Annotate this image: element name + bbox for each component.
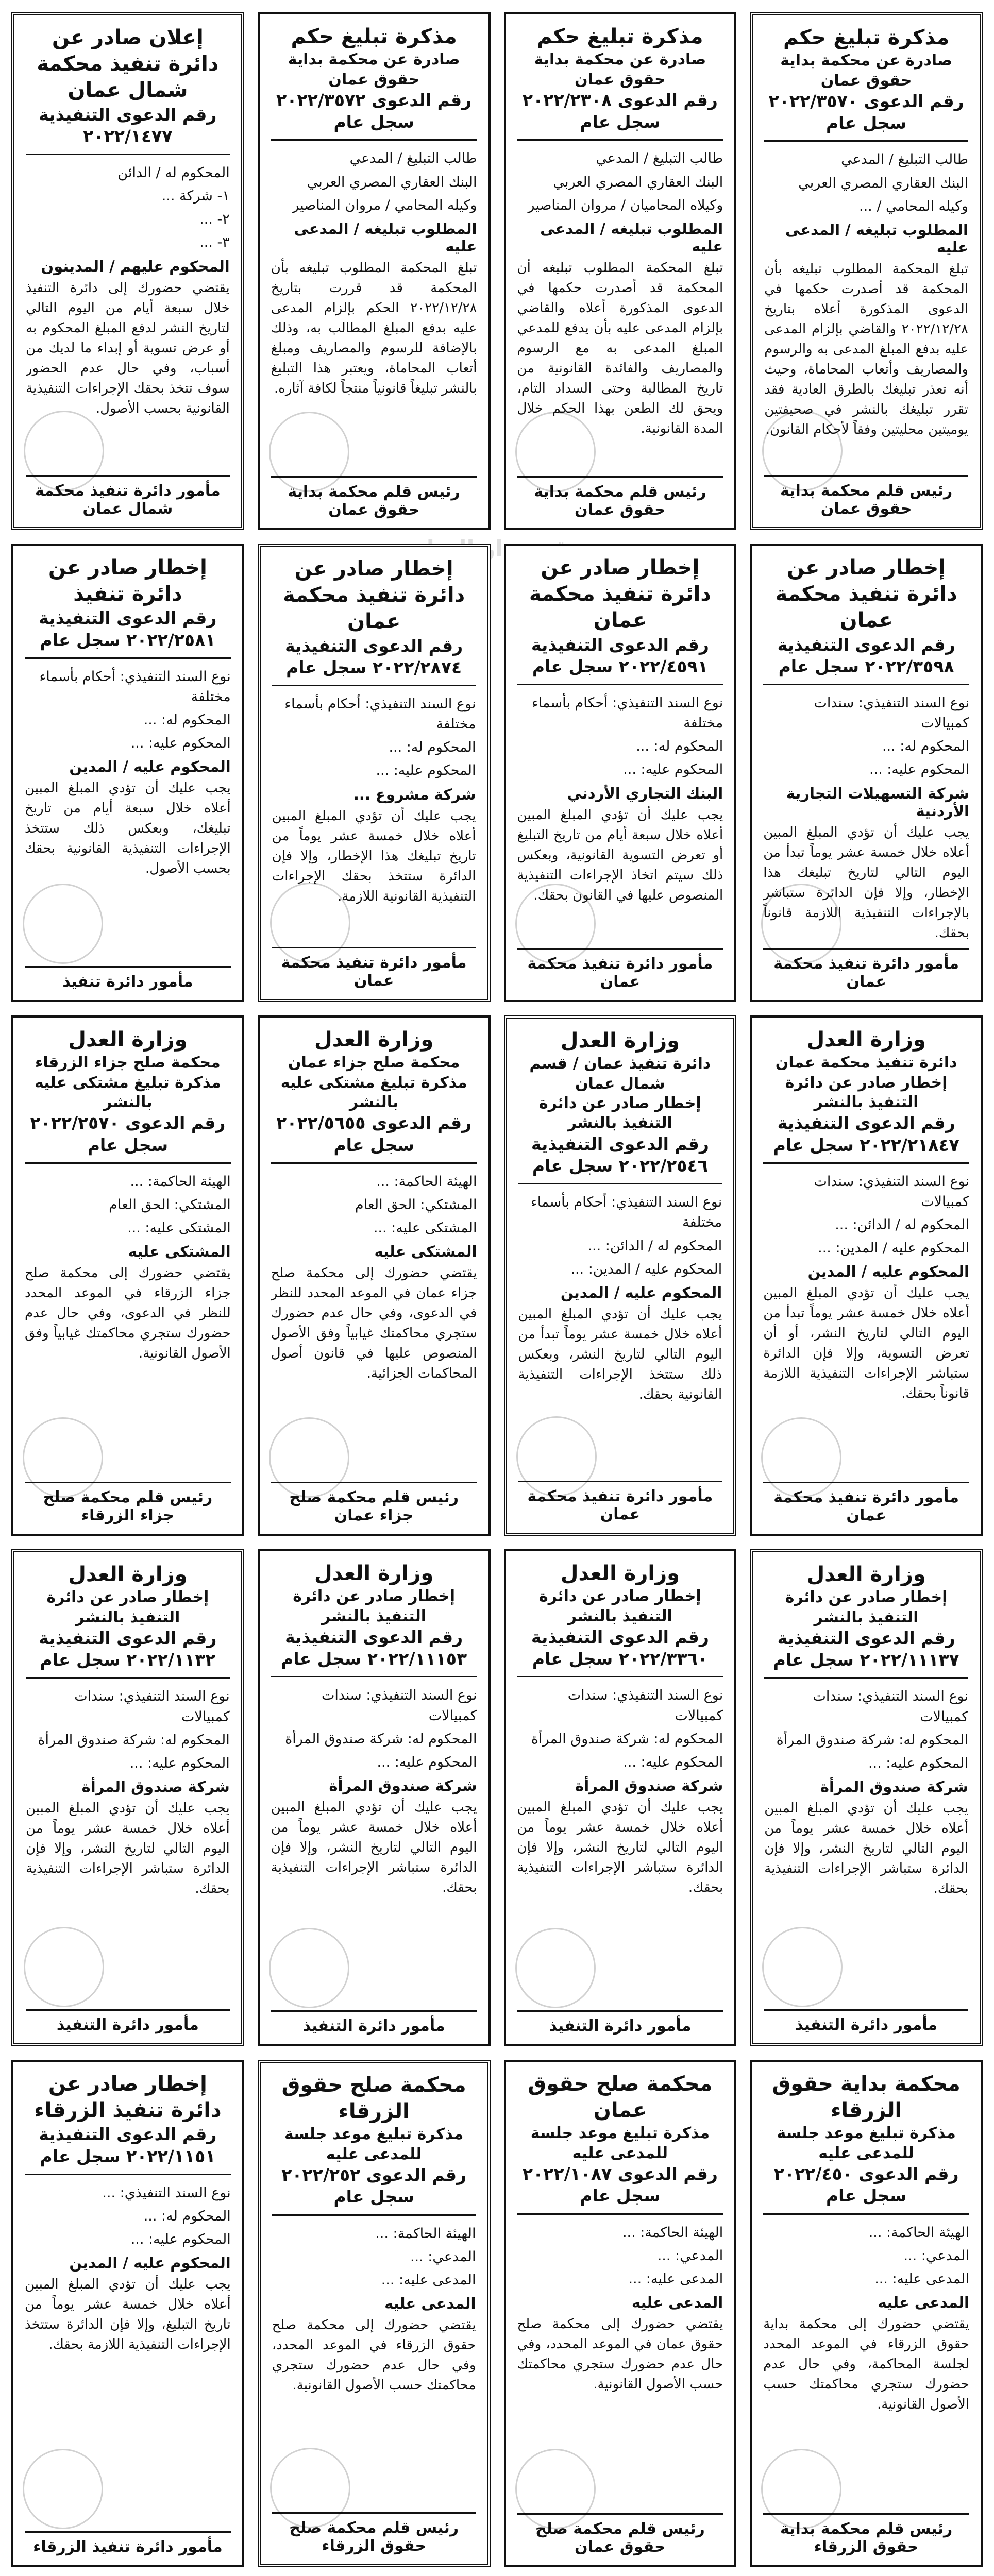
notice-heading-line: وزارة العدل: [314, 1562, 434, 1585]
official-seal-icon: [762, 1927, 843, 2007]
notice-header: [271, 1561, 477, 1677]
notice-party: شركة صندوق المرأة: [81, 1778, 230, 1795]
notice-field: المشتكي: الحق العام: [355, 1196, 477, 1213]
notice-field: نوع السند التنفيذي: سندات كمبيالات: [813, 1688, 968, 1725]
notice-heading-line: دائرة تنفيذ محكمة عمان: [775, 1054, 957, 1072]
legal-notice: [258, 1549, 491, 2046]
notice-field: وكيلاه المحاميان / مروان المناصير: [528, 197, 723, 213]
legal-notice: [11, 1015, 244, 1536]
notice-party: المحكوم عليه / المدين: [69, 2254, 231, 2272]
notice-field: المدعى عليه: ...: [381, 2272, 476, 2288]
notice-header: [763, 555, 969, 685]
notice-field: وكيله المحامي / ...: [858, 198, 968, 214]
notice-header: [271, 24, 477, 141]
notice-body: يجب عليك أن تؤدي المبلغ المبين أعلاه خلال سبعة أيام من تاريخ التبليغ أو تعرض التسوية القانونية، وبعكس ذلك سيتم اتخاذ الإجراءات التنفيذية المنصوص عليها في القانون بحقك.: [517, 807, 723, 903]
notice-heading-line: رقم الدعوى ٢٠٢٢/٢٥٢ سجل عام: [281, 2165, 466, 2207]
official-seal-icon: [24, 411, 104, 491]
legal-notice: [750, 2060, 983, 2567]
notice-field: البنك العقاري المصري العربي: [307, 174, 477, 190]
notice-heading-line: محكمة صلح حقوق الزرقاء: [281, 2073, 466, 2124]
notice-party: المطلوب تبليغه / المدعى عليه: [294, 219, 477, 255]
notice-heading-line: إخطار صادر عن دائرة تنفيذ: [48, 556, 207, 606]
notice-heading-line: صادرة عن محكمة بداية حقوق عمان: [780, 52, 952, 90]
notice-body: يجب عليك أن تؤدي المبلغ المبين أعلاه خلال خمسة عشر يوماً تبدأ من اليوم التالي لتاريخ النشر، أو أن تعرض التسوية، وإلا فإن الدائرة ستباشر الإجراءات التنفيذية اللازمة قانوناً بحقك.: [763, 1285, 969, 1402]
official-seal-icon: [270, 883, 350, 963]
notice-party: المدعى عليه: [384, 2295, 476, 2313]
notice-header: [763, 1027, 969, 1164]
notice-body: يجب عليك أن تؤدي المبلغ المبين أعلاه خلال خمسة عشر يوماً من اليوم التالي لتاريخ النشر، وإلا فإن الدائرة ستباشر الإجراءات التنفيذية بحقك.: [764, 1801, 968, 1896]
notice-heading-line: إخطار صادر عن دائرة التنفيذ بالنشر: [539, 1094, 701, 1132]
notice-signature: مأمور دائرة تنفيذ محكمة عمان: [517, 948, 723, 991]
notice-field: نوع السند التنفيذي: سندات كمبيالات: [814, 1173, 969, 1210]
notice-party: المحكوم عليه / المدين: [69, 758, 231, 776]
notice-signature: رئيس قلم محكمة بداية حقوق عمان: [517, 476, 723, 519]
notice-field: نوع السند التنفيذي: سندات كمبيالات: [74, 1688, 230, 1725]
official-seal-icon: [515, 2449, 596, 2529]
notice-body: يجب عليك أن تؤدي المبلغ المبين أعلاه خلال سبعة أيام من تاريخ تبليغك، وبعكس ذلك ستتخذ الإجراءات التنفيذية القانونية بحقك بحسب الأصول.: [25, 781, 231, 877]
notice-field: نوع السند التنفيذي: أحكام بأسماء مختلفة: [531, 1194, 722, 1231]
official-seal-icon: [269, 412, 349, 492]
notice-heading-line: مذكرة تبليغ موعد جلسة للمدعى عليه: [284, 2125, 464, 2163]
notice-heading-line: إخطار صادر عن دائرة التنفيذ بالنشر: [293, 1587, 455, 1625]
notice-heading-line: رقم الدعوى التنفيذية ٢٠٢٢/١١٥١ سجل عام: [39, 2124, 217, 2166]
notice-field: المحكوم عليه: ...: [869, 761, 969, 778]
notice-field: المدعى عليه: ...: [628, 2270, 723, 2287]
notice-heading-line: رقم الدعوى التنفيذية ٢٠٢٢/٤٥٩١ سجل عام: [531, 634, 709, 676]
notice-field: المحكوم عليه: ...: [130, 735, 231, 752]
legal-notice: [11, 12, 244, 530]
legal-notice: [504, 12, 737, 530]
notice-signature: رئيس قلم محكمة صلح حقوق عمان: [517, 2513, 723, 2556]
notice-field: نوع السند التنفيذي: سندات كمبيالات: [567, 1687, 723, 1724]
notice-field: البنك العقاري المصري العربي: [798, 175, 968, 191]
notice-signature: مأمور دائرة تنفيذ محكمة عمان: [518, 1481, 722, 1523]
notice-row: [11, 544, 983, 1002]
notice-heading-line: رقم الدعوى التنفيذية ٢٠٢٢/١١١٣٧ سجل عام: [773, 1628, 959, 1670]
notice-heading-line: صادرة عن محكمة بداية حقوق عمان: [288, 50, 460, 89]
legal-notice: [504, 2060, 737, 2567]
notice-heading-line: رقم الدعوى ٢٠٢٢/٥٦٥٥ سجل عام: [276, 1113, 472, 1155]
notice-body: يقتضي حضورك إلى محكمة صلح حقوق عمان في الموعد المحدد، وفي حال عدم حضورك ستجري محاكمتك حسب الأصول القانونية.: [517, 2316, 723, 2393]
notice-field: المدعي: ...: [657, 2247, 723, 2264]
notice-signature: مأمور دائرة التنفيذ: [26, 2009, 230, 2034]
notice-body: يجب عليك أن تؤدي المبلغ المبين أعلاه خلال خمسة عشر يوماً من تاريخ التبليغ، وإلا فإن الدائرة ستتخذ الإجراءات التنفيذية اللازمة بحقك.: [25, 2277, 231, 2353]
notice-field: المحكوم عليه: ...: [377, 1754, 477, 1770]
legal-notice: [750, 1015, 983, 1536]
official-seal-icon: [761, 884, 841, 964]
notice-party: المدعى عليه: [878, 2294, 969, 2312]
notice-heading-line: إخطار صادر عن دائرة التنفيذ بالنشر: [785, 1588, 948, 1626]
notice-heading-line: رقم الدعوى التنفيذية ٢٠٢٢/٢١٨٤٧ سجل عام: [773, 1113, 959, 1155]
notice-party: المشتكى عليه: [128, 1243, 231, 1261]
notice-heading-line: مذكرة تبليغ حكم: [537, 25, 703, 48]
notice-body: يقتضي حضورك إلى محكمة بداية حقوق الزرقاء في الموعد المحدد لجلسة المحاكمة، وفي حال عدم حضورك ستجري محاكمتك حسب الأصول القانونية.: [763, 2316, 969, 2413]
notice-heading-line: مذكرة تبليغ حكم: [291, 25, 457, 48]
official-seal-icon: [762, 411, 843, 491]
legal-notice: [258, 12, 491, 530]
notice-heading-line: وزارة العدل: [806, 1028, 926, 1052]
notice-body: يجب عليك أن تؤدي المبلغ المبين أعلاه خلال خمسة عشر يوماً من اليوم التالي لتاريخ النشر، وإلا فإن الدائرة ستباشر الإجراءات التنفيذية بحقك.: [26, 1801, 230, 1896]
notice-heading-line: وزارة العدل: [806, 1563, 926, 1586]
notice-body: يجب عليك أن تؤدي المبلغ المبين أعلاه خلال خمسة عشر يوماً من اليوم التالي لتاريخ النشر، وإلا فإن الدائرة ستباشر الإجراءات التنفيذية بحقك.: [517, 1800, 723, 1895]
official-seal-icon: [761, 2449, 841, 2529]
notice-header: [272, 2072, 476, 2216]
notice-field: المدعي: ...: [410, 2248, 476, 2265]
legal-notice: [750, 12, 983, 530]
notice-field: نوع السند التنفيذي: سندات كمبيالات: [814, 695, 969, 732]
notice-field: المحكوم عليه: ...: [868, 1755, 968, 1771]
notice-field: نوع السند التنفيذي: سندات كمبيالات: [321, 1687, 477, 1724]
notice-heading-line: محكمة صلح حقوق عمان: [528, 2072, 713, 2123]
notice-heading-line: رقم الدعوى التنفيذية ٢٠٢٢/٢٥٨١ سجل عام: [39, 608, 217, 650]
notice-field: المحكوم له: ...: [389, 739, 476, 756]
notice-heading-line: إخطار صادر عن دائرة تنفيذ الزرقاء: [34, 2072, 222, 2123]
notices-grid: [11, 12, 983, 2576]
notice-heading-line: إخطار صادر عن دائرة تنفيذ محكمة عمان: [775, 556, 957, 633]
notice-signature: رئيس قلم محكمة صلح جزاء عمان: [271, 1482, 477, 1524]
notice-party: المطلوب تبليغه / المدعى عليه: [540, 219, 723, 255]
official-seal-icon: [23, 884, 103, 964]
notice-heading-line: محكمة صلح جزاء الزرقاء: [35, 1054, 221, 1072]
notice-header: [517, 24, 723, 141]
notice-field: الهيئة الحاكمة: ...: [375, 2225, 476, 2242]
notice-field: المشتكى عليه: ...: [373, 1220, 477, 1236]
notice-party: شركة صندوق المرأة: [329, 1777, 477, 1794]
notice-signature: مأمور دائرة تنفيذ محكمة عمان: [763, 948, 969, 991]
notice-field: ٣- ...: [199, 234, 230, 251]
legal-notice: [11, 1549, 244, 2046]
notice-header: [25, 1027, 231, 1164]
notice-body: تبلغ المحكمة المطلوب تبليغه بأن المحكمة قد أصدرت حكمها في الدعوى المذكورة أعلاه بتاريخ ٢٠٢٢/١٢/٢٨ والقاضي بإلزام المدعى عليه بدفع المبلغ المدعى به والرسوم والمصاريف وأتعاب المحاماة، وحيث أنه تعذر تبليغك بالطرق العادية فقد تقرر تبليغك بالنشر في صحيفتين يوميتين محليتين وفقاً لأحكام القانون.: [764, 261, 968, 437]
notice-signature: رئيس قلم محكمة صلح حقوق الزرقاء: [272, 2512, 476, 2555]
notice-field: نوع السند التنفيذي: ...: [102, 2184, 231, 2201]
notice-heading-line: وزارة العدل: [560, 1029, 680, 1053]
notice-heading-line: رقم الدعوى ٢٠٢٢/٢٥٧٠ سجل عام: [30, 1113, 226, 1155]
notice-signature: مأمور دائرة التنفيذ: [764, 2009, 968, 2034]
notice-heading-line: مذكرة تبليغ حكم: [783, 26, 950, 49]
notice-field: طالب التبليغ / المدعي: [596, 150, 723, 167]
notice-heading-line: وزارة العدل: [560, 1562, 680, 1585]
notice-body: يجب عليك أن تؤدي المبلغ المبين أعلاه خلال خمسة عشر يوماً من اليوم التالي لتاريخ النشر، وإلا فإن الدائرة ستباشر الإجراءات التنفيذية بحقك.: [271, 1800, 477, 1895]
notice-signature: مأمور دائرة التنفيذ: [517, 2010, 723, 2035]
notice-field: المحكوم له / الدائن: ...: [587, 1238, 722, 1254]
legal-notice: [504, 1015, 737, 1536]
notice-heading-line: إعلان صادر عن دائرة تنفيذ محكمة شمال عمان: [37, 26, 219, 103]
notice-body: يقتضي حضورك إلى محكمة صلح جزاء الزرقاء في الموعد المحدد للنظر في الدعوى، وفي حال عدم حضورك ستجري محاكمتك غيابياً وفق الأصول القانونية.: [25, 1265, 231, 1362]
notice-header: [25, 555, 231, 659]
notice-signature: مأمور دائرة تنفيذ الزرقاء: [25, 2531, 231, 2556]
notice-party: شركة مشروع ...: [353, 785, 476, 803]
notice-party: المحكوم عليه / المدين: [560, 1283, 722, 1301]
notice-field: المحكوم عليه: ...: [129, 1755, 230, 1771]
notice-heading-line: إخطار صادر عن دائرة التنفيذ بالنشر: [785, 1073, 948, 1111]
official-seal-icon: [23, 2449, 103, 2529]
notice-heading-line: رقم الدعوى التنفيذية ٢٠٢٢/٣٥٩٨ سجل عام: [777, 634, 955, 676]
notice-body: يقتضي حضورك إلى محكمة صلح حقوق الزرقاء في الموعد المحدد، وفي حال عدم حضورك ستجري محاكمتك حسب الأصول القانونية.: [272, 2317, 476, 2394]
notice-header: [764, 1562, 968, 1679]
notice-party: المحكوم عليهم / المدينون: [41, 257, 230, 275]
notice-signature: مأمور دائرة تنفيذ محكمة عمان: [272, 947, 476, 990]
notice-field: الهيئة الحاكمة: ...: [868, 2224, 969, 2241]
notice-header: [26, 25, 230, 155]
notice-field: الهيئة الحاكمة: ...: [622, 2224, 723, 2241]
notice-field: المحكوم له / الدائن: ...: [835, 1217, 969, 1233]
notice-heading-line: محكمة صلح جزاء عمان: [288, 1054, 460, 1072]
notice-party: المطلوب تبليغه / المدعى عليه: [785, 221, 968, 256]
notice-header: [517, 2071, 723, 2215]
notice-header: [764, 25, 968, 142]
notice-body: يجب عليك أن تؤدي المبلغ المبين أعلاه خلال خمسة عشر يوماً من تاريخ تبليغك هذا الإخطار، وإلا فإن الدائرة ستتخذ بحقك الإجراءات التنفيذية القانونية اللازمة.: [272, 808, 476, 904]
legal-notice: [750, 1549, 983, 2046]
notice-signature: رئيس قلم محكمة صلح جزاء الزرقاء: [25, 1482, 231, 1524]
notice-field: المحكوم عليه: ...: [623, 761, 723, 778]
notice-heading-line: مذكرة تبليغ موعد جلسة للمدعى عليه: [777, 2124, 956, 2162]
legal-notice: [11, 2060, 244, 2567]
notice-heading-line: رقم الدعوى ٢٠٢٢/٣٥٧٠ سجل عام: [768, 91, 964, 133]
notice-field: ١- شركة ...: [161, 188, 230, 205]
notice-signature: رئيس قلم محكمة بداية حقوق عمان: [764, 475, 968, 518]
notice-row: [11, 1015, 983, 1536]
notice-signature: مأمور دائرة تنفيذ محكمة عمان: [763, 1482, 969, 1524]
notice-heading-line: مذكرة تبليغ مشتكى عليه بالنشر: [280, 1073, 467, 1111]
watermark: موقع مدار الساعة: [397, 536, 597, 562]
official-seal-icon: [269, 1417, 349, 1498]
notice-heading-line: دائرة تنفيذ عمان / قسم شمال عمان: [529, 1055, 711, 1093]
legal-notice: [504, 1549, 737, 2046]
notice-signature: رئيس قلم محكمة بداية حقوق الزرقاء: [763, 2513, 969, 2556]
legal-notice: [750, 544, 983, 1002]
notice-heading-line: إخطار صادر عن دائرة التنفيذ بالنشر: [539, 1587, 701, 1625]
notice-field: المحكوم له: ...: [143, 712, 231, 728]
notice-heading-line: مذكرة تبليغ مشتكى عليه بالنشر: [34, 1073, 221, 1111]
notice-header: [518, 1028, 722, 1184]
notice-signature: مأمور دائرة تنفيذ: [25, 966, 231, 991]
notice-heading-line: رقم الدعوى التنفيذية ٢٠٢٢/٢٨٧٤ سجل عام: [285, 635, 463, 677]
notice-header: [271, 1027, 477, 1164]
notice-party: المدعى عليه: [631, 2294, 723, 2312]
notice-header: [25, 2071, 231, 2175]
notice-body: تبلغ المحكمة المطلوب تبليغه بأن المحكمة قد قررت بتاريخ ٢٠٢٢/١٢/٢٨ الحكم بإلزام المدعى عليه بدفع المبلغ المطالب به، وذلك بالإضافة للرسوم والمصاريف ومبلغ أتعاب المحاماة، ويعتبر هذا التبليغ بالنشر تبليغاً قانونياً منتجاً لكافة آثاره.: [271, 260, 477, 396]
notice-field: المشتكى عليه: ...: [127, 1220, 231, 1236]
notice-field: طالب التبليغ / المدعي: [841, 151, 968, 168]
legal-notice: [258, 2060, 491, 2567]
notice-party: البنك التجاري الأردني: [567, 784, 723, 802]
notice-body: تبلغ المحكمة المطلوب تبليغه أن المحكمة قد أصدرت حكمها في الدعوى المذكورة أعلاه والقاضي بإلزام المدعى عليه بأن يدفع للمدعي المبلغ المدعى به مع الرسوم والمصاريف والفائدة القانونية من تاريخ المطالبة وحتى السداد التام، ويحق لك الطعن بهذا الحكم خلال المدة القانونية.: [517, 260, 723, 436]
notice-header: [763, 2071, 969, 2215]
notice-party: المحكوم عليه / المدين: [807, 1263, 969, 1281]
notice-field: المحكوم عليه / المدين: ...: [818, 1240, 969, 1257]
notice-body: يقتضي حضورك إلى محكمة صلح جزاء عمان في الموعد المحدد للنظر في الدعوى، وفي حال عدم حضورك ستجري محاكمتك غيابياً وفق الأصول المنصوص عليها في قانون أصول المحاكمات الجزائية.: [271, 1265, 477, 1382]
notice-heading-line: مذكرة تبليغ موعد جلسة للمدعى عليه: [530, 2124, 710, 2162]
notice-field: المحكوم عليه: ...: [376, 762, 476, 779]
notice-header: [272, 556, 476, 686]
notice-heading-line: إخطار صادر عن دائرة تنفيذ محكمة عمان: [283, 557, 465, 634]
notice-body: يقتضي حضورك إلى دائرة التنفيذ خلال سبعة أيام من اليوم التالي لتاريخ النشر لدفع المبلغ المحكوم به أو عرض تسوية أو إبداء ما لديك من أسباب، وفي حال عدم الحضور سوف تتخذ بحقك الإجراءات التنفيذية القانونية بحسب الأصول.: [26, 280, 230, 416]
legal-notice: [11, 544, 244, 1002]
notice-heading-line: رقم الدعوى ٢٠٢٢/٢٣٠٨ سجل عام: [522, 90, 718, 132]
notice-field: البنك العقاري المصري العربي: [553, 174, 723, 190]
official-seal-icon: [270, 2448, 350, 2528]
notice-field: ٢- ...: [199, 211, 230, 228]
notice-field: المدعى عليه: ...: [874, 2270, 969, 2287]
notice-heading-line: صادرة عن محكمة بداية حقوق عمان: [534, 50, 706, 89]
notice-row: [11, 2060, 983, 2567]
notice-party: شركة صندوق المرأة: [575, 1777, 723, 1794]
official-seal-icon: [24, 1927, 104, 2007]
notice-signature: مأمور دائرة التنفيذ: [271, 2010, 477, 2035]
notice-field: نوع السند التنفيذي: أحكام بأسماء مختلفة: [532, 695, 723, 732]
notice-heading-line: وزارة العدل: [68, 1563, 188, 1586]
official-seal-icon: [516, 1416, 597, 1497]
notice-heading-line: رقم الدعوى ٢٠٢٢/٣٥٧٢ سجل عام: [276, 90, 472, 132]
notice-heading-line: إخطار صادر عن دائرة تنفيذ محكمة عمان: [529, 556, 711, 633]
legal-notice: [258, 1015, 491, 1536]
notice-heading-line: رقم الدعوى التنفيذية ٢٠٢٢/١١١٥٣ سجل عام: [281, 1626, 467, 1669]
notice-party: شركة صندوق المرأة: [820, 1778, 968, 1795]
notice-field: الهيئة الحاكمة: ...: [376, 1173, 477, 1190]
legal-notice: [504, 544, 737, 1002]
legal-notice: [258, 544, 491, 1002]
notice-heading-line: رقم الدعوى ٢٠٢٢/١٠٨٧ سجل عام: [522, 2164, 718, 2206]
notice-field: المحكوم له: ...: [882, 738, 969, 755]
notice-heading-line: رقم الدعوى التنفيذية ٢٠٢٢/٣٣٦٠ سجل عام: [531, 1626, 709, 1669]
notice-row: [11, 1549, 983, 2046]
official-seal-icon: [761, 1417, 841, 1498]
official-seal-icon: [515, 412, 596, 492]
notice-signature: مأمور دائرة تنفيذ محكمة شمال عمان: [26, 475, 230, 518]
notice-heading-line: رقم الدعوى ٢٠٢٢/٤٥٠ سجل عام: [773, 2164, 959, 2206]
notice-body: يجب عليك أن تؤدي المبلغ المبين أعلاه خلال خمسة عشر يوماً تبدأ من اليوم التالي لتاريخ النشر، وبعكس ذلك ستتخذ الإجراءات التنفيذية القانونية بحقك.: [518, 1306, 722, 1402]
notice-row: [11, 12, 983, 530]
notice-heading-line: محكمة بداية حقوق الزرقاء: [772, 2072, 961, 2123]
notice-heading-line: رقم الدعوى التنفيذية ٢٠٢٢/٢٥٤٦ سجل عام: [531, 1133, 709, 1176]
notice-header: [517, 1561, 723, 1677]
notice-party: المشتكى عليه: [374, 1243, 477, 1261]
official-seal-icon: [269, 1928, 349, 2008]
official-seal-icon: [23, 1417, 103, 1498]
notice-header: [517, 555, 723, 685]
notice-body: يجب عليك أن تؤدي المبلغ المبين أعلاه خلال خمسة عشر يوماً تبدأ من اليوم التالي لتاريخ تبليغك هذا الإخطار، وإلا فإن الدائرة ستباشر بالإجراءات التنفيذية اللازمة قانوناً بحقك.: [763, 824, 969, 941]
notice-heading-line: وزارة العدل: [314, 1028, 434, 1052]
notice-field: الهيئة الحاكمة: ...: [130, 1173, 231, 1190]
notice-field: المحكوم له: شركة صندوق المرأة: [531, 1731, 723, 1747]
notice-party: شركة التسهيلات التجارية الأردنية: [786, 784, 969, 820]
notice-field: نوع السند التنفيذي: أحكام بأسماء مختلفة: [39, 668, 231, 705]
notice-field: نوع السند التنفيذي: أحكام بأسماء مختلفة: [284, 696, 476, 733]
notice-field: وكيله المحامي / مروان المناصير: [292, 197, 477, 213]
notice-signature: رئيس قلم محكمة بداية حقوق عمان: [271, 476, 477, 519]
notice-field: المحكوم عليه: ...: [130, 2231, 231, 2248]
notice-heading-line: رقم الدعوى التنفيذية ٢٠٢٢/١٤٧٧: [39, 104, 217, 146]
notice-field: المحكوم له: شركة صندوق المرأة: [285, 1731, 477, 1747]
notice-header: [26, 1562, 230, 1679]
notice-field: المحكوم له: ...: [636, 738, 723, 755]
notice-field: المحكوم له: شركة صندوق المرأة: [38, 1732, 230, 1748]
notice-field: المحكوم عليه / المدين: ...: [570, 1261, 722, 1277]
notice-field: المحكوم له / الدائن: [117, 165, 230, 181]
notice-heading-line: إخطار صادر عن دائرة التنفيذ بالنشر: [46, 1588, 209, 1626]
notice-field: المحكوم له: ...: [143, 2208, 231, 2224]
official-seal-icon: [515, 884, 596, 964]
notice-field: المدعي: ...: [903, 2247, 969, 2264]
notice-heading-line: رقم الدعوى التنفيذية ٢٠٢٢/١١٣٢ سجل عام: [39, 1628, 217, 1670]
notice-heading-line: وزارة العدل: [68, 1028, 188, 1052]
official-seal-icon: [515, 1928, 596, 2008]
notice-field: المشتكي: الحق العام: [109, 1196, 231, 1213]
notice-field: المحكوم عليه: ...: [623, 1754, 723, 1770]
notice-field: طالب التبليغ / المدعي: [349, 150, 477, 167]
notice-field: المحكوم له: شركة صندوق المرأة: [776, 1732, 968, 1748]
